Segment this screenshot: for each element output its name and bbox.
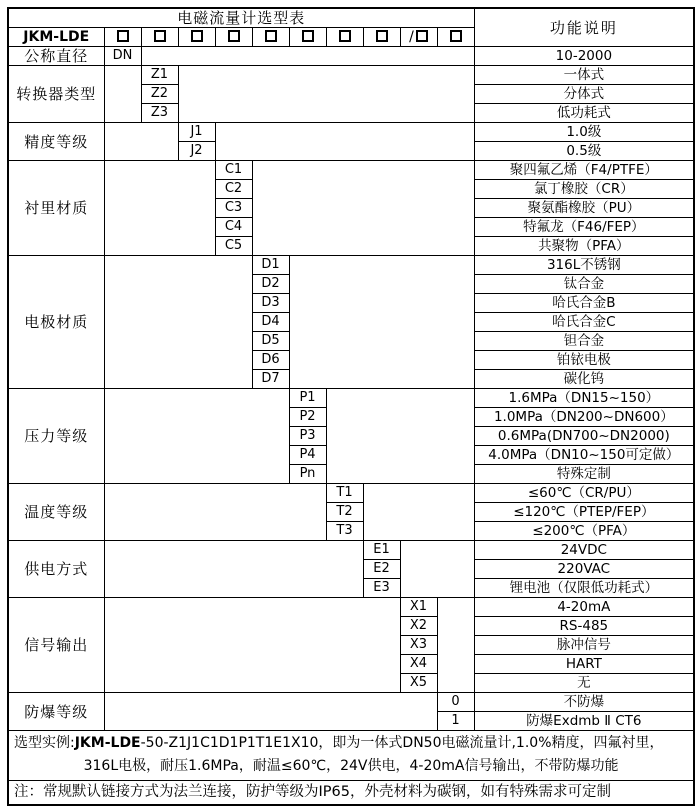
code-cell-e1: E1 <box>363 541 400 560</box>
desc-cell: 特氟龙（F46/FEP） <box>474 218 694 237</box>
row-accuracy-class <box>8 123 694 142</box>
slash-separator: / <box>409 29 414 45</box>
category-accuracy-class: 精度等级 <box>8 123 104 161</box>
row-temperature-rating <box>8 484 694 503</box>
empty-cell <box>326 389 474 484</box>
desc-cell: 钽合金 <box>474 332 694 351</box>
code-cell-x1: X1 <box>400 598 437 617</box>
checkbox-icon <box>228 30 240 42</box>
function-column-header: 功能说明 <box>474 8 694 47</box>
desc-cell: 共聚物（PFA） <box>474 237 694 256</box>
checkbox-icon <box>265 30 277 42</box>
desc-cell: 1.0级 <box>474 123 694 142</box>
desc-cell: 氯丁橡胶（CR） <box>474 180 694 199</box>
code-cell-pn: Pn <box>289 465 326 484</box>
desc-cell: 220VAC <box>474 560 694 579</box>
example-row <box>8 731 694 781</box>
model-checkbox-cell-3 <box>178 28 215 47</box>
title-row <box>8 8 694 28</box>
desc-cell: 锂电池（仅限低功耗式） <box>474 579 694 598</box>
desc-cell: 哈氏合金B <box>474 294 694 313</box>
model-checkbox-cell-8 <box>363 28 400 47</box>
code-cell-d2: D2 <box>252 275 289 294</box>
model-checkbox-cell-10 <box>437 28 474 47</box>
desc-cell: 0.6MPa(DN700~DN2000) <box>474 427 694 446</box>
desc-cell: 钛合金 <box>474 275 694 294</box>
example-text-line1 <box>14 732 688 755</box>
code-cell-p1: P1 <box>289 389 326 408</box>
row-explosion-proof <box>8 693 694 712</box>
category-liner-material: 衬里材质 <box>8 161 104 256</box>
empty-cell <box>104 161 215 256</box>
empty-cell <box>104 256 252 389</box>
desc-cell: ≤120℃（PTEP/FEP） <box>474 503 694 522</box>
row-liner-material <box>8 161 694 180</box>
code-cell-x3: X3 <box>400 636 437 655</box>
model-checkbox-cell-5 <box>252 28 289 47</box>
category-explosion-proof: 防爆等级 <box>8 693 104 731</box>
empty-cell <box>104 598 400 693</box>
category-power-supply: 供电方式 <box>8 541 104 598</box>
desc-cell: 碳化钨 <box>474 370 694 389</box>
example-cell <box>8 731 694 781</box>
empty-cell <box>289 256 474 389</box>
desc-cell: 0.5级 <box>474 142 694 161</box>
code-cell-z3: Z3 <box>141 104 178 123</box>
desc-cell: 4.0MPa（DN10~150可定做） <box>474 446 694 465</box>
code-cell-e3: E3 <box>363 579 400 598</box>
desc-cell: 分体式 <box>474 85 694 104</box>
desc-cell: 316L不锈钢 <box>474 256 694 275</box>
row-nominal-diameter <box>8 47 694 66</box>
code-cell-c1: C1 <box>215 161 252 180</box>
example-model: JKM-LDE <box>74 735 141 751</box>
category-temperature-rating: 温度等级 <box>8 484 104 541</box>
code-cell-c4: C4 <box>215 218 252 237</box>
model-checkbox-cell-4 <box>215 28 252 47</box>
code-cell-c3: C3 <box>215 199 252 218</box>
code-cell-x2: X2 <box>400 617 437 636</box>
row-power-supply <box>8 541 694 560</box>
code-cell-p4: P4 <box>289 446 326 465</box>
checkbox-icon <box>450 30 462 42</box>
desc-cell: 1.0MPa（DN200~DN600） <box>474 408 694 427</box>
code-cell-e2: E2 <box>363 560 400 579</box>
selection-table <box>7 7 695 806</box>
category-signal-output: 信号输出 <box>8 598 104 693</box>
desc-cell: RS-485 <box>474 617 694 636</box>
example-text-line2: 316L电极，耐压1.6MPa，耐温≤60℃，24V供电，4-20mA信号输出，不带防爆功能 <box>83 758 619 774</box>
example-rest: -50-Z1J1C1D1P1T1E1X10，即为一体式DN50电磁流量计,1.0%精度，四氟衬里， <box>140 735 664 751</box>
empty-cell <box>104 389 289 484</box>
checkbox-icon <box>339 30 351 42</box>
empty-cell <box>252 161 474 256</box>
model-checkbox-cell-1 <box>104 28 141 47</box>
code-cell-d3: D3 <box>252 294 289 313</box>
desc-cell: 铂铱电极 <box>474 351 694 370</box>
desc-cell: 聚氨酯橡胶（PU） <box>474 199 694 218</box>
code-cell-t1: T1 <box>326 484 363 503</box>
code-cell-d5: D5 <box>252 332 289 351</box>
desc-cell: 低功耗式 <box>474 104 694 123</box>
checkbox-icon <box>376 30 388 42</box>
checkbox-icon <box>117 30 129 42</box>
empty-cell <box>178 66 474 123</box>
code-cell-x4: X4 <box>400 655 437 674</box>
checkbox-icon <box>154 30 166 42</box>
row-transmitter-type <box>8 66 694 85</box>
empty-cell <box>363 484 474 541</box>
code-cell-z2: Z2 <box>141 85 178 104</box>
code-cell-t3: T3 <box>326 522 363 541</box>
code-cell-1: 1 <box>437 712 474 731</box>
model-label: JKM-LDE <box>8 28 104 47</box>
note-row <box>8 781 694 806</box>
example-prefix: 选型实例: <box>14 735 75 751</box>
desc-cell: 特殊定制 <box>474 465 694 484</box>
desc-cell: 10-2000 <box>474 47 694 66</box>
code-cell-t2: T2 <box>326 503 363 522</box>
code-cell-j2: J2 <box>178 142 215 161</box>
model-checkbox-cell-6 <box>289 28 326 47</box>
code-cell-z1: Z1 <box>141 66 178 85</box>
model-checkbox-cell-7 <box>326 28 363 47</box>
code-cell-j1: J1 <box>178 123 215 142</box>
category-electrode-material: 电极材质 <box>8 256 104 389</box>
empty-cell <box>141 47 474 66</box>
row-signal-output <box>8 598 694 617</box>
note-text: 注：常规默认链接方式为法兰连接，防护等级为IP65，外壳材料为碳钢，如有特殊需求可定制 <box>8 781 694 806</box>
code-cell-d1: D1 <box>252 256 289 275</box>
code-cell-d7: D7 <box>252 370 289 389</box>
desc-cell: 24VDC <box>474 541 694 560</box>
category-transmitter-type: 转换器类型 <box>8 66 104 123</box>
empty-cell <box>104 693 437 731</box>
empty-cell <box>437 598 474 693</box>
table-title: 电磁流量计选型表 <box>8 8 474 28</box>
row-electrode-material <box>8 256 694 275</box>
code-cell-p3: P3 <box>289 427 326 446</box>
desc-cell: 4-20mA <box>474 598 694 617</box>
empty-cell <box>104 484 326 541</box>
code-cell-d6: D6 <box>252 351 289 370</box>
empty-cell <box>215 123 474 161</box>
row-pressure-rating <box>8 389 694 408</box>
desc-cell: 1.6MPa（DN15~150） <box>474 389 694 408</box>
category-nominal-diameter: 公称直径 <box>8 47 104 66</box>
desc-cell: ≤60℃（CR/PU） <box>474 484 694 503</box>
code-cell-dn: DN <box>104 47 141 66</box>
category-pressure-rating: 压力等级 <box>8 389 104 484</box>
code-cell-d4: D4 <box>252 313 289 332</box>
desc-cell: 脉冲信号 <box>474 636 694 655</box>
code-cell-x5: X5 <box>400 674 437 693</box>
empty-cell <box>104 123 178 161</box>
desc-cell: 哈氏合金C <box>474 313 694 332</box>
desc-cell: 不防爆 <box>474 693 694 712</box>
code-cell-c5: C5 <box>215 237 252 256</box>
empty-cell <box>104 66 141 123</box>
desc-cell: 聚四氟乙烯（F4/PTFE） <box>474 161 694 180</box>
model-checkbox-cell-9 <box>400 28 437 47</box>
desc-cell: 防爆Exdmb Ⅱ CT6 <box>474 712 694 731</box>
code-cell-c2: C2 <box>215 180 252 199</box>
checkbox-icon <box>191 30 203 42</box>
checkbox-icon <box>302 30 314 42</box>
desc-cell: 无 <box>474 674 694 693</box>
empty-cell <box>104 541 363 598</box>
empty-cell <box>400 541 474 598</box>
desc-cell: HART <box>474 655 694 674</box>
model-checkbox-cell-2 <box>141 28 178 47</box>
desc-cell: ≤200℃（PFA） <box>474 522 694 541</box>
code-cell-p2: P2 <box>289 408 326 427</box>
code-cell-0: 0 <box>437 693 474 712</box>
checkbox-icon <box>416 30 428 42</box>
desc-cell: 一体式 <box>474 66 694 85</box>
